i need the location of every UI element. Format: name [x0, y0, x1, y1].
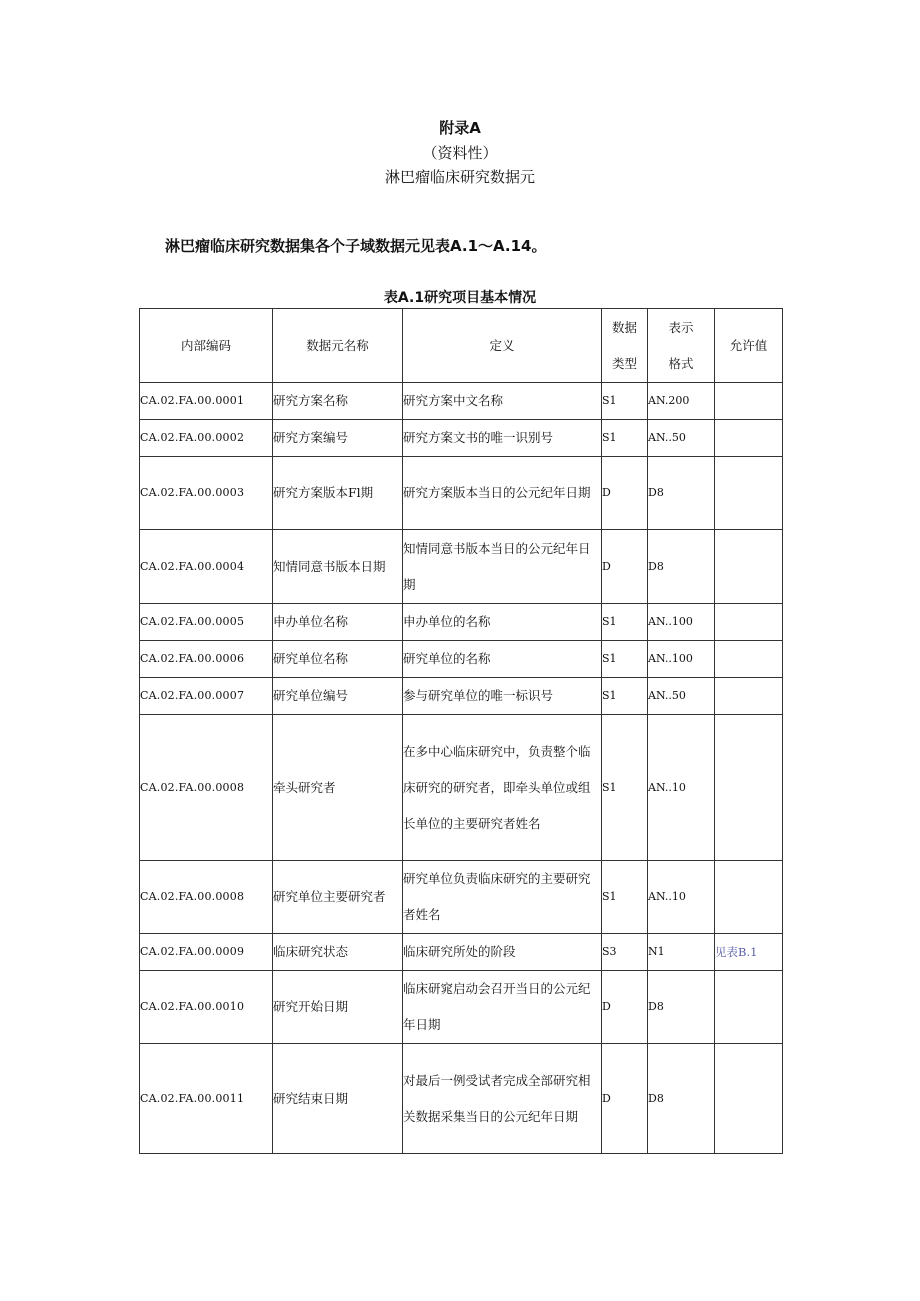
cell-allowed: [715, 420, 783, 457]
cell-allowed: 见表B.1: [715, 934, 783, 971]
appendix-subject: 淋巴瘤临床研究数据元: [384, 168, 535, 186]
table-row: [140, 971, 783, 1044]
cell-code: CA.02.FA.00.0007: [140, 678, 273, 715]
cell-name: 研究方案名称: [273, 383, 403, 420]
table-row: [140, 715, 783, 861]
table-body: [140, 383, 783, 1154]
cell-code: CA.02.FA.00.0002: [140, 420, 273, 457]
cell-format: AN..10: [648, 715, 715, 861]
table-row: [140, 420, 783, 457]
cell-format: AN..50: [648, 420, 715, 457]
cell-name: 牵头研究者: [273, 715, 403, 861]
cell-allowed: [715, 1044, 783, 1154]
cell-type: S1: [602, 604, 648, 641]
cell-code: CA.02.FA.00.0010: [140, 971, 273, 1044]
cell-type: S3: [602, 934, 648, 971]
cell-name: 研究单位主要研究者: [273, 861, 403, 934]
cell-format: AN..100: [648, 641, 715, 678]
table-row: [140, 934, 783, 971]
cell-code: CA.02.FA.00.0011: [140, 1044, 273, 1154]
cell-code: CA.02.FA.00.0008: [140, 715, 273, 861]
cell-definition: 研究单位的名称: [403, 641, 602, 678]
table-caption: 表A.1研究项目基本情况: [383, 290, 537, 306]
appendix-title: 附录A: [439, 119, 481, 137]
col-header-definition: 定义: [403, 309, 602, 383]
cell-type: S1: [602, 715, 648, 861]
cell-definition: 研究单位负责临床研究的主要研究者姓名: [403, 861, 602, 934]
cell-type: S1: [602, 861, 648, 934]
cell-name: 研究方案版本Fl期: [273, 457, 403, 530]
table-row: [140, 530, 783, 604]
cell-allowed: [715, 715, 783, 861]
cell-code: CA.02.FA.00.0003: [140, 457, 273, 530]
cell-type: D: [602, 1044, 648, 1154]
table-row: [140, 604, 783, 641]
col-header-type: 数据 类型: [602, 309, 648, 383]
table-row: [140, 861, 783, 934]
cell-code: CA.02.FA.00.0008: [140, 861, 273, 934]
cell-definition: 参与研究单位的唯一标识号: [403, 678, 602, 715]
cell-format: N1: [648, 934, 715, 971]
cell-name: 研究单位编号: [273, 678, 403, 715]
col-header-allowed: 允许值: [715, 309, 783, 383]
cell-format: D8: [648, 530, 715, 604]
cell-format: D8: [648, 1044, 715, 1154]
cell-format: D8: [648, 457, 715, 530]
cell-name: 研究单位名称: [273, 641, 403, 678]
cell-name: 研究结束日期: [273, 1044, 403, 1154]
cell-type: S1: [602, 420, 648, 457]
cell-type: S1: [602, 678, 648, 715]
cell-definition: 在多中心临床研究中，负责整个临床研究的研究者，即牵头单位或组长单位的主要研究者姓名: [403, 715, 602, 861]
cell-format: D8: [648, 971, 715, 1044]
cell-format: AN.200: [648, 383, 715, 420]
cell-name: 研究开始日期: [273, 971, 403, 1044]
table-row: [140, 641, 783, 678]
cell-allowed: [715, 678, 783, 715]
appendix-nature: （资料性）: [422, 144, 498, 162]
col-header-format: 表示 格式: [648, 309, 715, 383]
table-row: [140, 383, 783, 420]
table-row: [140, 678, 783, 715]
cell-name: 申办单位名称: [273, 604, 403, 641]
intro-paragraph: 淋巴瘤临床研究数据集各个子域数据元见表A.1～A.14。: [165, 237, 547, 255]
col-header-code: 内部编码: [140, 309, 273, 383]
cell-definition: 临床研窕启动会召开当日的公元纪年日期: [403, 971, 602, 1044]
cell-definition: 研究方案版本当日的公元纪年日期: [403, 457, 602, 530]
cell-allowed: [715, 861, 783, 934]
table-row: [140, 1044, 783, 1154]
cell-type: D: [602, 457, 648, 530]
cell-allowed: [715, 971, 783, 1044]
cell-code: CA.02.FA.00.0005: [140, 604, 273, 641]
col-header-name: 数据元名称: [273, 309, 403, 383]
cell-format: AN..50: [648, 678, 715, 715]
cell-definition: 知情同意书版本当日的公元纪年日期: [403, 530, 602, 604]
cell-code: CA.02.FA.00.0009: [140, 934, 273, 971]
cell-format: AN..100: [648, 604, 715, 641]
cell-code: CA.02.FA.00.0001: [140, 383, 273, 420]
cell-definition: 研究方案文书的唯一识别号: [403, 420, 602, 457]
cell-allowed: [715, 530, 783, 604]
cell-name: 临床研究状态: [273, 934, 403, 971]
cell-definition: 临床研究所处的阶段: [403, 934, 602, 971]
cell-allowed: [715, 641, 783, 678]
cell-allowed: [715, 604, 783, 641]
cell-type: S1: [602, 383, 648, 420]
cell-definition: 申办单位的名称: [403, 604, 602, 641]
cell-type: D: [602, 530, 648, 604]
table-header-row: [140, 309, 783, 383]
cell-allowed: [715, 383, 783, 420]
cell-format: AN..10: [648, 861, 715, 934]
cell-code: CA.02.FA.00.0004: [140, 530, 273, 604]
cell-type: D: [602, 971, 648, 1044]
cell-name: 研究方案编号: [273, 420, 403, 457]
cell-type: S1: [602, 641, 648, 678]
cell-name: 知情同意书版本日期: [273, 530, 403, 604]
cell-code: CA.02.FA.00.0006: [140, 641, 273, 678]
cell-definition: 研究方案中文名称: [403, 383, 602, 420]
data-element-table: [139, 308, 783, 1154]
cell-allowed: [715, 457, 783, 530]
cell-definition: 对最后一例受试者完成全部研究相关数据采集当日的公元纪年日期: [403, 1044, 602, 1154]
table-row: [140, 457, 783, 530]
